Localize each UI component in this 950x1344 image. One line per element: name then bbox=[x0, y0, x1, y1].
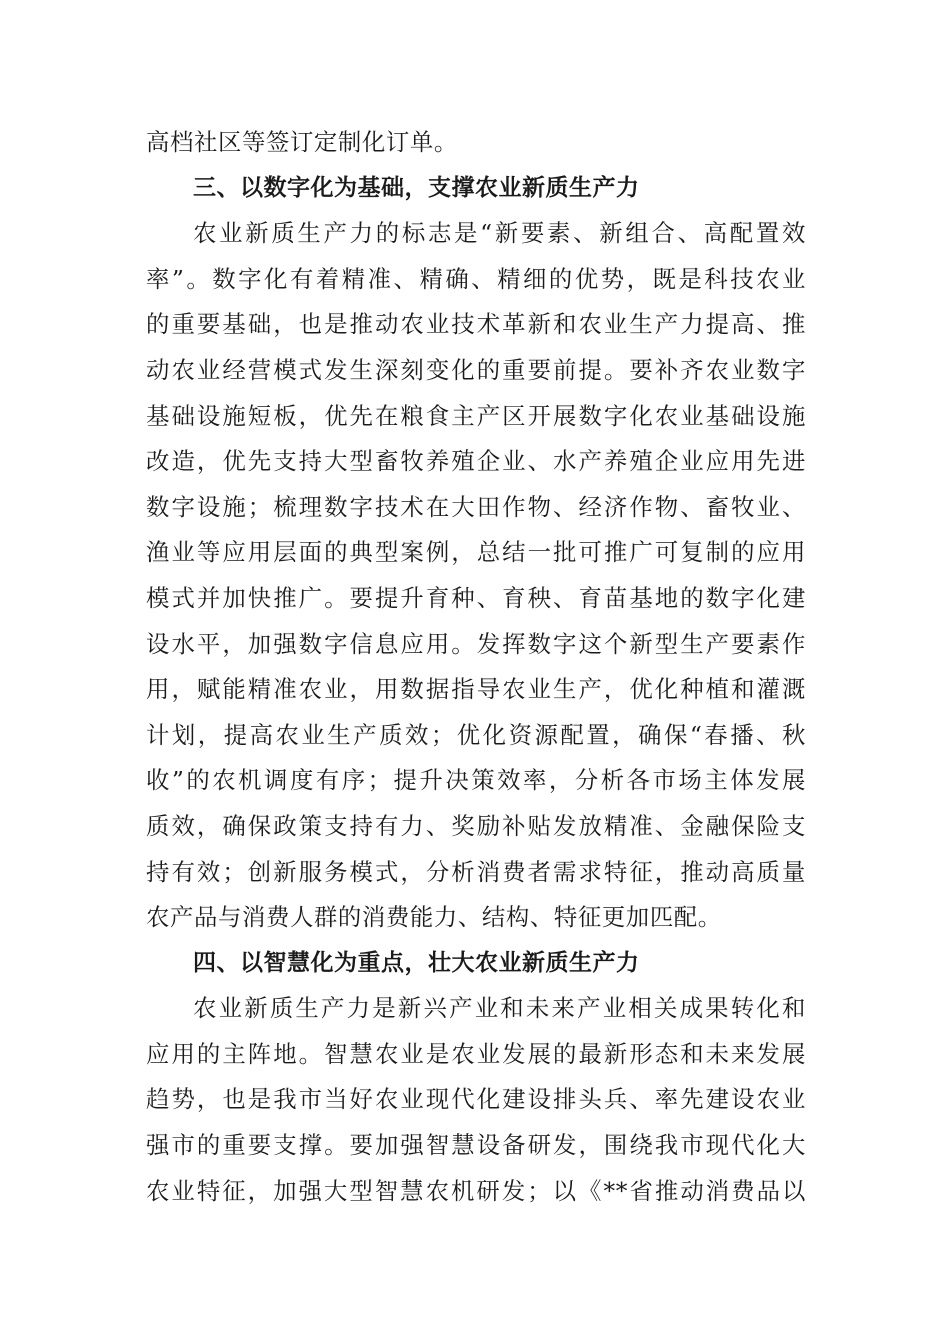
paragraph-line: 渔业等应用层面的典型案例，总结一批可推广可复制的应用 bbox=[146, 538, 806, 567]
paragraph-line: 动农业经营模式发生深刻变化的重要前提。要补齐农业数字 bbox=[146, 355, 806, 384]
paragraph-line: 数字设施；梳理数字技术在大田作物、经济作物、畜牧业、 bbox=[146, 492, 806, 521]
paragraph-line: 改造，优先支持大型畜牧养殖企业、水产养殖企业应用先进 bbox=[146, 447, 806, 476]
paragraph-line: 模式并加快推广。要提升育种、育秧、育苗基地的数字化建 bbox=[146, 583, 806, 612]
paragraph-line: 用，赋能精准农业，用数据指导农业生产，优化种植和灌溉 bbox=[146, 675, 806, 704]
paragraph-line: 农产品与消费人群的消费能力、结构、特征更加匹配。 bbox=[146, 903, 722, 932]
paragraph-line: 质效，确保政策支持有力、奖励补贴发放精准、金融保险支 bbox=[146, 811, 806, 840]
paragraph-line: 农业特征，加强大型智慧农机研发；以《**省推动消费品以 bbox=[146, 1176, 806, 1205]
paragraph-line: 持有效；创新服务模式，分析消费者需求特征，推动高质量 bbox=[146, 857, 806, 886]
paragraph-line: 高档社区等签订定制化订单。 bbox=[146, 128, 458, 156]
document-body bbox=[146, 120, 806, 1214]
paragraph-line: 的重要基础，也是推动农业技术革新和农业生产力提高、推 bbox=[146, 310, 806, 339]
section-heading: 三、以数字化为基础，支撑农业新质生产力 bbox=[193, 174, 640, 201]
paragraph-line: 农业新质生产力的标志是“新要素、新组合、高配置效 bbox=[193, 219, 806, 248]
paragraph-line: 趋势，也是我市当好农业现代化建设排头兵、率先建设农业 bbox=[146, 1085, 806, 1114]
paragraph-line: 基础设施短板，优先在粮食主产区开展数字化农业基础设施 bbox=[146, 401, 806, 430]
paragraph-line: 强市的重要支撑。要加强智慧设备研发，围绕我市现代化大 bbox=[146, 1131, 806, 1160]
paragraph-line: 计划，提高农业生产质效；优化资源配置，确保“春播、秋 bbox=[146, 720, 806, 749]
paragraph-line: 农业新质生产力是新兴产业和未来产业相关成果转化和 bbox=[193, 994, 806, 1023]
paragraph-line: 收”的农机调度有序；提升决策效率，分析各市场主体发展 bbox=[146, 766, 806, 795]
paragraph-line: 率”。数字化有着精准、精确、精细的优势，既是科技农业 bbox=[146, 264, 806, 293]
paragraph-line: 设水平，加强数字信息应用。发挥数字这个新型生产要素作 bbox=[146, 629, 806, 658]
section-heading: 四、以智慧化为重点，壮大农业新质生产力 bbox=[193, 949, 640, 976]
paragraph-line: 应用的主阵地。智慧农业是农业发展的最新形态和未来发展 bbox=[146, 1039, 806, 1068]
